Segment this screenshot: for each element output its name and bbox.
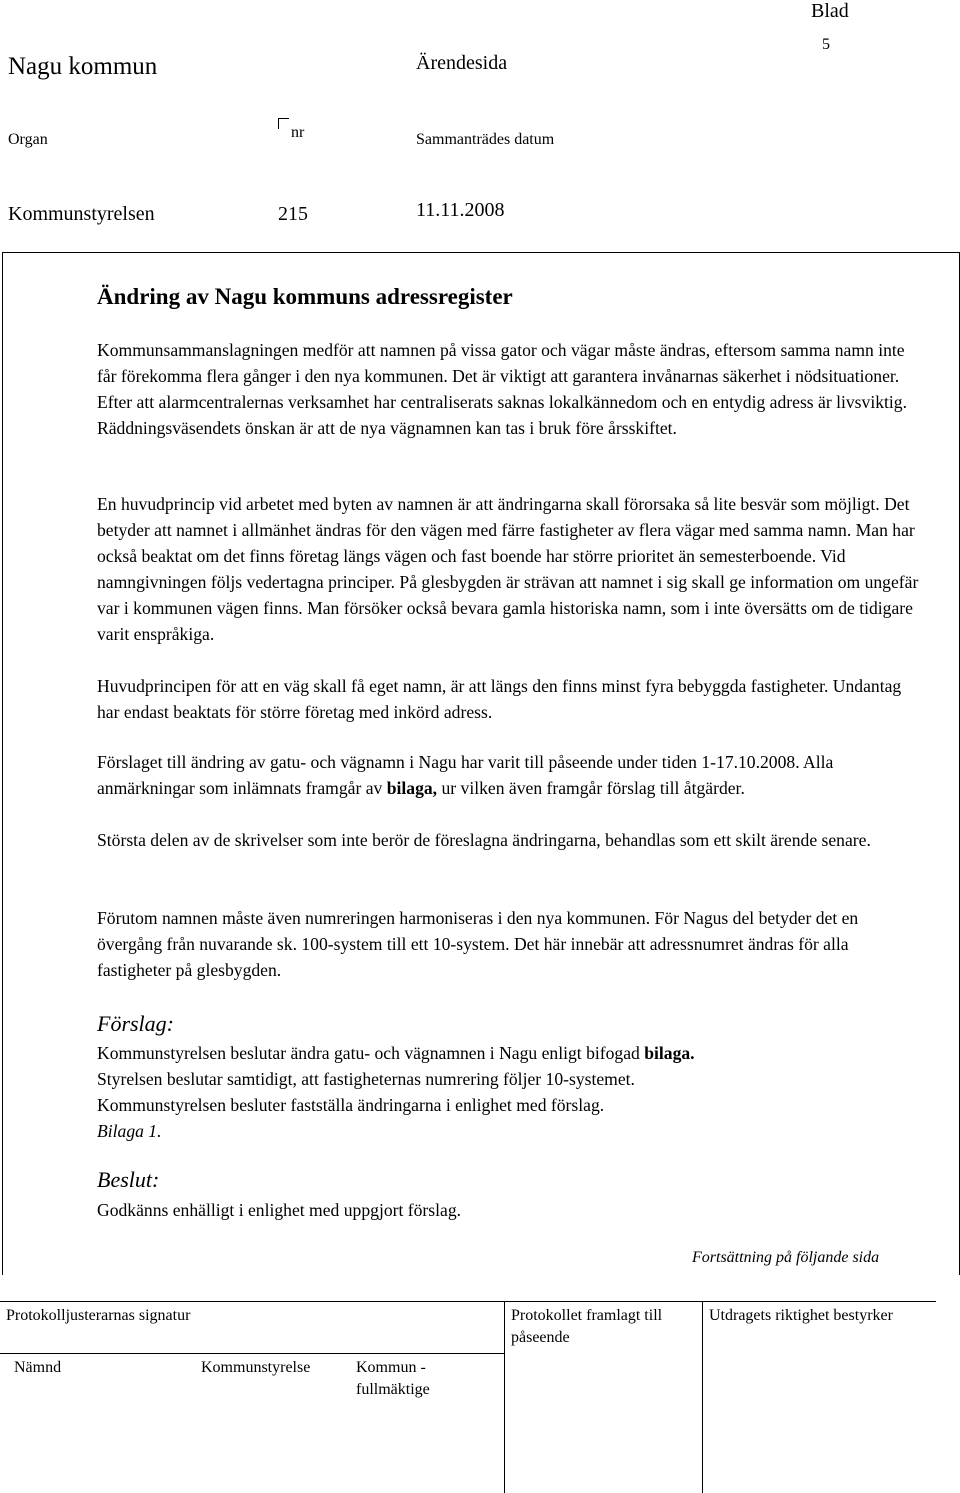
decision-heading: Beslut: xyxy=(97,1167,160,1192)
proposal-line-1 xyxy=(97,1040,927,1066)
paragraph-1: Kommunsammanslagningen medför att namnen på vissa gator och vägar måste ändras, eftersom samma namn inte får förekomma flera gånger i den nya kommunen. Det är viktigt att garantera invånarnas säkerhet i nödsituationer. Efter att alarmcentralernas verksamhet har centraliserats saknas lokalkännedom och en entydig adress är livsviktig. Räddningsväsendets önskan är att de nya vägnamnen kan tas i bruk före årsskiftet. xyxy=(97,340,907,438)
paragraph-2b: Huvudprincipen för att en väg skall få eget namn, är att längs den finns minst fyra bebyggda fastigheter. Undantag har endast beaktats för större företag med inkörd adress. xyxy=(97,676,902,722)
proposal-heading: Förslag: xyxy=(97,1011,174,1036)
municipality-name: Nagu kommun xyxy=(8,53,158,80)
footer-divider-1 xyxy=(504,1301,505,1493)
namnd-board: Kommunstyrelse xyxy=(201,1359,311,1376)
date-value: 11.11.2008 xyxy=(416,199,505,221)
page-type: Ärendesida xyxy=(416,52,508,74)
proposal-line-3: Kommunstyrelsen besluter fastställa ändringarna i enlighet med förslag. xyxy=(97,1095,605,1115)
proposal-attachment-reference: bilaga. xyxy=(644,1043,695,1063)
proposal-line-2: Styrelsen beslutar samtidigt, att fastigheternas numrering följer 10-systemet. xyxy=(97,1069,635,1089)
sheet-label: Blad xyxy=(811,0,849,22)
proposal-line-1-text: Kommunstyrelsen beslutar ändra gatu- och vägnamnen i Nagu enligt bifogad xyxy=(97,1043,645,1063)
namnd-council: Kommun - fullmäktige xyxy=(356,1359,430,1398)
namnd-label: Nämnd xyxy=(14,1359,62,1376)
sheet-number: 5 xyxy=(822,36,830,53)
attachment-reference: bilaga, xyxy=(386,778,438,798)
signature-label: Protokolljusterarnas signatur xyxy=(6,1307,191,1324)
decision-text: Godkänns enhälligt i enlighet med uppgjort förslag. xyxy=(97,1200,462,1220)
paragraph-3c: Största delen av de skrivelser som inte berör de föreslagna ändringarna, behandlas som ett skilt ärende senare. xyxy=(97,830,871,850)
date-label: Sammanträdes datum xyxy=(416,131,555,148)
proposal-attachment: Bilaga 1. xyxy=(97,1121,162,1141)
presented-label: Protokollet framlagt till påseende xyxy=(511,1307,663,1346)
paragraph-3-text-b: ur vilken även framgår förslag till åtgärder. xyxy=(437,778,745,798)
nr-label: nr xyxy=(291,124,305,141)
paragraph-3-text-a: Förslaget till ändring av gatu- och vägnamn i Nagu har varit till påseende under tiden 1-17.10.2008. Alla anmärkningar som inlämnats framgår av xyxy=(97,752,834,798)
nr-value: 215 xyxy=(278,203,308,225)
organ-label: Organ xyxy=(8,131,48,148)
nr-corner-mark xyxy=(278,118,289,129)
paragraph-2: En huvudprincip vid arbetet med byten av namnen är att ändringarna skall förorsaka så lite besvär som möjligt. Det betyder att namnet i allmänhet ändras för den vägen med färre fastigheter av flera vägar med samma namn. Man har också beaktat om det finns företag längs vägen och fast boende har större prioritet än semesterboende. Vid namngivningen följs vedertagna principer. På glesbygden är strävan att namnet i sig skall ge information om ungefär var i kommunen vägen finns. Man försöker också bevara gamla historiska namn, som i inte översätts om de tidigare varit enspråkiga. xyxy=(97,494,919,644)
document-title: Ändring av Nagu kommuns adressregister xyxy=(97,284,513,309)
footer-divider-2 xyxy=(702,1301,703,1493)
continuation-note: Fortsättning på följande sida xyxy=(692,1249,880,1266)
paragraph-3 xyxy=(97,749,927,801)
footer-mid-line xyxy=(0,1353,504,1354)
organ-value: Kommunstyrelsen xyxy=(8,203,155,225)
paragraph-4: Förutom namnen måste även numreringen harmoniseras i den nya kommunen. För Nagus del betyder det en övergång från nuvarande sk. 100-system till ett 10-system. Det här innebär att adressnumret ändras för alla fastigheter på glesbygden. xyxy=(97,908,859,980)
certified-label: Utdragets riktighet bestyrker xyxy=(709,1307,893,1324)
footer-top-line xyxy=(0,1301,936,1302)
